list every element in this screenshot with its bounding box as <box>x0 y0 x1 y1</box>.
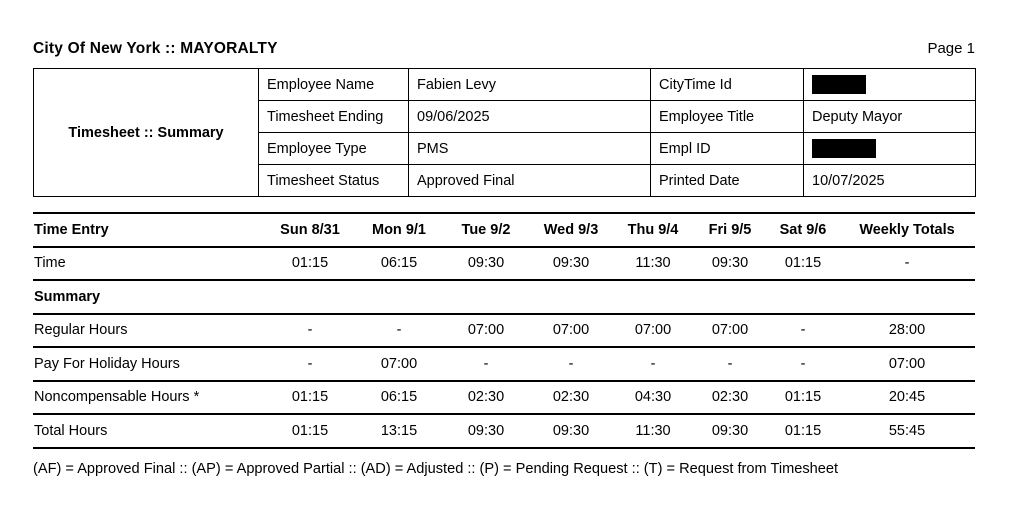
row-label: Time <box>34 255 66 272</box>
value-cell: 09:30 <box>552 422 590 439</box>
value-cell: 07:00 <box>552 322 590 339</box>
column-header-weekly-totals: Weekly Totals <box>859 221 955 238</box>
summary-section-row <box>33 280 975 314</box>
value-cell: 07:00 <box>380 355 418 372</box>
column-header-day: Fri 9/5 <box>708 221 752 238</box>
value-cell: 09:30 <box>467 255 505 272</box>
value-cell: - <box>727 355 733 372</box>
value-cell: - <box>483 355 489 372</box>
value-cell: 02:30 <box>552 389 590 406</box>
value-cell: - <box>800 355 806 372</box>
value-cell: 09:30 <box>467 422 505 439</box>
value-cell: 02:30 <box>711 389 749 406</box>
field-value: Approved Final <box>409 165 651 197</box>
field-value: 10/07/2025 <box>804 165 976 197</box>
summary-section-heading: Summary <box>34 288 101 305</box>
field-label: Timesheet Status <box>259 165 409 197</box>
value-cell: - <box>307 322 313 339</box>
row-label: Pay For Holiday Hours <box>34 355 180 372</box>
value-cell: 09:30 <box>552 255 590 272</box>
column-header-day: Sat 9/6 <box>779 221 827 238</box>
field-value: Deputy Mayor <box>804 101 976 133</box>
field-label: Employee Title <box>651 101 804 133</box>
value-cell: 07:00 <box>467 322 505 339</box>
field-value: 09/06/2025 <box>409 101 651 133</box>
value-cell: 11:30 <box>635 422 671 439</box>
time-entry-header-row <box>33 213 975 247</box>
time-entry-table <box>33 212 975 449</box>
field-value: Fabien Levy <box>409 69 651 101</box>
value-cell: 06:15 <box>380 255 418 272</box>
noncompensable-hours-row <box>33 381 975 415</box>
total-hours-row <box>33 414 975 448</box>
field-label: CityTime Id <box>651 69 804 101</box>
value-cell: 11:30 <box>635 255 671 272</box>
value-cell: 07:00 <box>711 322 749 339</box>
page-title: City Of New York :: MAYORALTY <box>33 40 278 57</box>
row-label: Total Hours <box>34 422 108 439</box>
value-cell: 07:00 <box>634 322 672 339</box>
value-cell: - <box>904 255 910 272</box>
value-cell: - <box>568 355 574 372</box>
value-cell: - <box>396 322 402 339</box>
value-cell: 07:00 <box>888 355 926 372</box>
field-label: Employee Name <box>259 69 409 101</box>
report-header <box>33 40 975 58</box>
redaction-box <box>812 75 866 94</box>
status-legend: (AF) = Approved Final :: (AP) = Approved Partial :: (AD) = Adjusted :: (P) = Pending Request :: (T) = Request from Timesheet <box>33 460 839 477</box>
value-cell: 06:15 <box>380 389 418 406</box>
value-cell: 04:30 <box>634 389 672 406</box>
summary-row-1 <box>34 69 976 101</box>
field-label: Empl ID <box>651 133 804 165</box>
value-cell: 01:15 <box>291 389 329 406</box>
value-cell: 55:45 <box>888 422 926 439</box>
column-header-day: Wed 9/3 <box>543 221 599 238</box>
value-cell: 01:15 <box>291 255 329 272</box>
column-header-day: Mon 9/1 <box>372 221 426 238</box>
field-value: PMS <box>409 133 651 165</box>
field-label: Timesheet Ending <box>259 101 409 133</box>
column-header-time-entry: Time Entry <box>34 221 109 238</box>
field-value-redacted <box>804 69 976 101</box>
value-cell: - <box>307 355 313 372</box>
value-cell: 01:15 <box>784 422 822 439</box>
field-label: Printed Date <box>651 165 804 197</box>
value-cell: 01:15 <box>291 422 329 439</box>
time-row <box>33 247 975 281</box>
value-cell: 01:15 <box>784 389 822 406</box>
value-cell: - <box>650 355 656 372</box>
page-number: Page 1 <box>927 40 975 57</box>
value-cell: 01:15 <box>784 255 822 272</box>
value-cell: - <box>800 322 806 339</box>
holiday-hours-row <box>33 347 975 381</box>
value-cell: 02:30 <box>467 389 505 406</box>
column-header-day: Thu 9/4 <box>627 221 679 238</box>
field-value-redacted <box>804 133 976 165</box>
value-cell: 13:15 <box>380 422 418 439</box>
timesheet-summary-table <box>33 68 976 197</box>
value-cell: 20:45 <box>888 389 926 406</box>
regular-hours-row <box>33 314 975 348</box>
row-label: Noncompensable Hours * <box>34 389 200 406</box>
row-label: Regular Hours <box>34 322 128 339</box>
column-header-day: Tue 9/2 <box>461 221 511 238</box>
value-cell: 09:30 <box>711 422 749 439</box>
field-label: Employee Type <box>259 133 409 165</box>
value-cell: 28:00 <box>888 322 926 339</box>
summary-section-label: Timesheet :: Summary <box>34 69 259 197</box>
value-cell: 09:30 <box>711 255 749 272</box>
column-header-day: Sun 8/31 <box>280 221 340 238</box>
redaction-box <box>812 139 876 158</box>
